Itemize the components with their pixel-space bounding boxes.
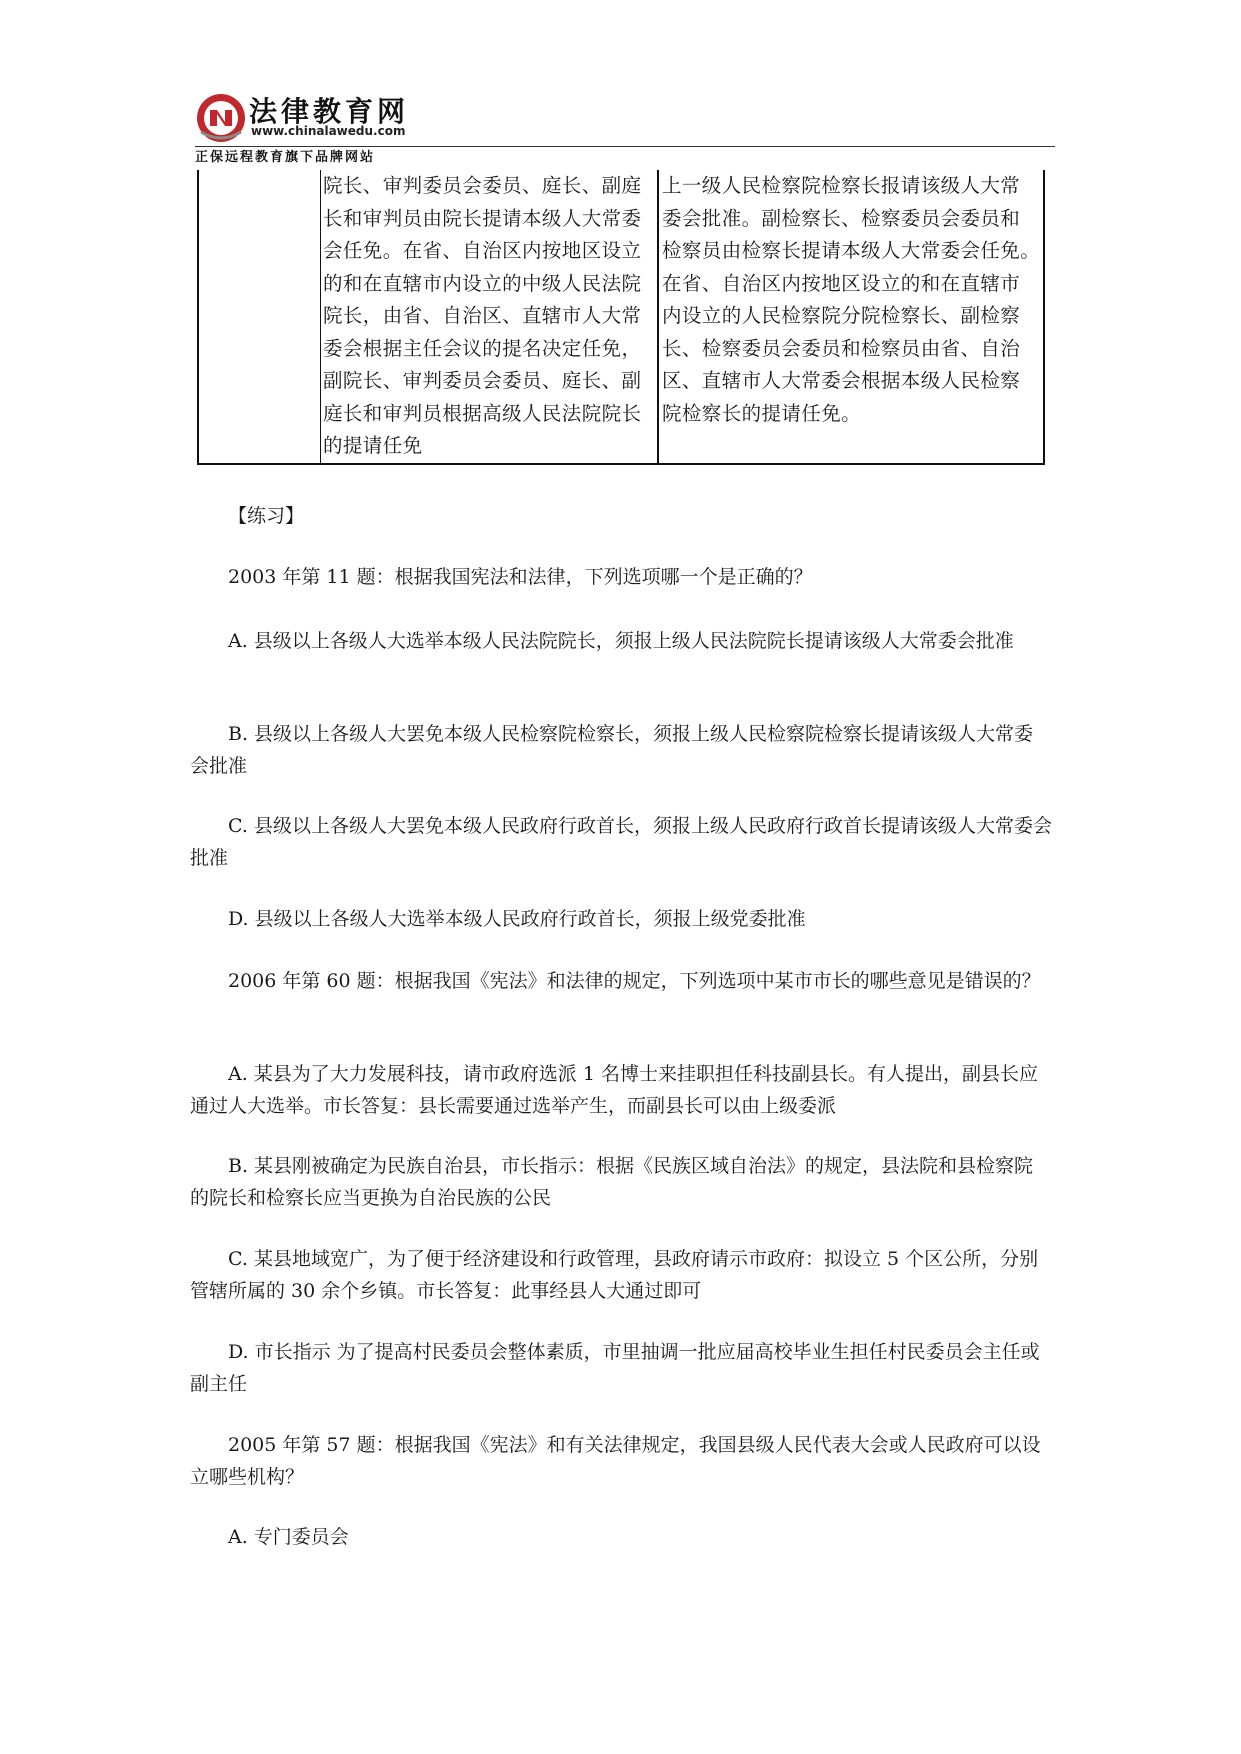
option-c: C. 县级以上各级人大罢免本级人民政府行政首长，须报上级人民政府行政首长提请该级人大常委会批准	[190, 815, 1052, 869]
site-name: 法律教育网	[249, 95, 410, 128]
table-row	[198, 170, 1044, 464]
option-a: A. 某县为了大力发展科技，请市政府选派 1 名博士来挂职担任科技副县长。有人提出，副县长应通过人大选举。市长答复：县长需要通过选举产生，而副县长可以由上级委派	[190, 1063, 1038, 1117]
question-2003-11: 2003 年第 11 题：根据我国宪法和法律，下列选项哪一个是正确的？	[228, 566, 813, 588]
option-c: C. 某县地域宽广，为了便于经济建设和行政管理，县政府请示市政府：拟设立 5 个区公所，分别管辖所属的 30 余个乡镇。市长答复：此事经县人大通过即可	[190, 1248, 1039, 1302]
option-d: D. 县级以上各级人大选举本级人民政府行政首长，须报上级党委批准	[228, 908, 806, 930]
option-b: B. 某县刚被确定为民族自治县，市长指示：根据《民族区域自治法》的规定，县法院和县检察院的院长和检察长应当更换为自治民族的公民	[190, 1155, 1034, 1209]
table-cell-category	[198, 170, 321, 464]
site-header	[195, 86, 1055, 166]
option-b: B. 县级以上各级人大罢免本级人民检察院检察长，须报上级人民检察院检察长提请该级人大常委会批准	[190, 723, 1034, 777]
option-a: A. 专门委员会	[228, 1526, 349, 1548]
site-slogan: 正保远程教育旗下品牌网站	[195, 150, 376, 165]
table-cell-procuratorate	[658, 170, 1044, 464]
question-2005-57: 2005 年第 57 题：根据我国《宪法》和有关法律规定，我国县级人民代表大会或人民政府可以设立哪些机构？	[190, 1434, 1041, 1488]
question-2006-60: 2006 年第 60 题：根据我国《宪法》和法律的规定，下列选项中某市市长的哪些意见是错误的？	[228, 970, 1041, 992]
section-heading-practice: 【练习】	[228, 505, 305, 527]
cell-text: 上一级人民检察院检察长报请该级人大常 委会批准。副检察长、检察委员会委员和 检察员由检察长提请本级人大常委会任免。 在省、自治区内按地区设立的和在直辖市 内设立的人民检察院分院检察长、副检察 长、检察委员会委员和检察员由省、自治 区、直辖市人大常委会根据本级人民检察 院检察长的提请任免。	[662, 174, 1041, 425]
cell-text: 院长、审判委员会委员、庭长、副庭 长和审判员由院长提请本级人大常委 会任免。在省、自治区内按地区设立 的和在直辖市内设立的中级人民法院 院长，由省、自治区、直辖市人大常 委会根据主任会议的提名决定任免， 副院长、审判委员会委员、庭长、副 庭长和审判员根据高级人民法院院长 的提请任免	[323, 174, 642, 457]
site-url[interactable]: www.chinalawedu.com	[251, 124, 406, 138]
circle-logo-icon	[195, 92, 247, 144]
table-cell-court	[321, 170, 659, 464]
appointment-table	[197, 170, 1045, 465]
option-a: A. 县级以上各级人大选举本级人民法院院长，须报上级人民法院院长提请该级人大常委会批准	[228, 630, 1014, 652]
option-d: D. 市长指示 为了提高村民委员会整体素质，市里抽调一批应届高校毕业生担任村民委员会主任或副主任	[190, 1341, 1040, 1395]
